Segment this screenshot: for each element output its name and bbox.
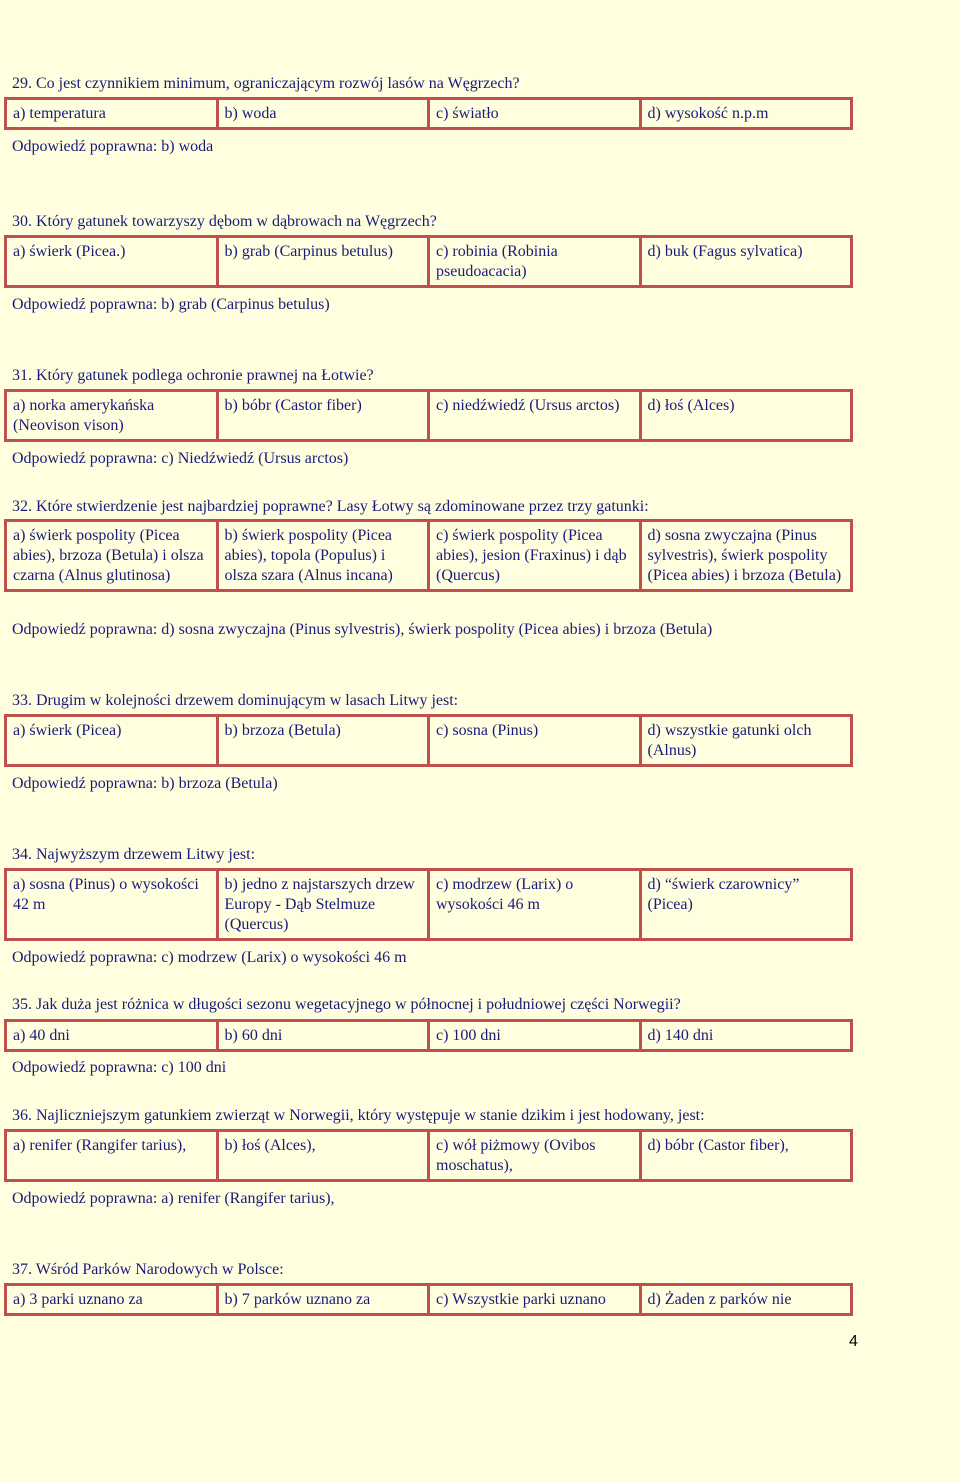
option-c: c) niedźwiedź (Ursus arctos) — [429, 391, 641, 441]
option-b: b) jedno z najstarszych drzew Europy - Dąb Stelmuze (Quercus) — [217, 870, 429, 940]
question-30: 30. Który gatunek towarzyszy dębom w dąbrowach na Węgrzech? — [12, 213, 437, 230]
option-d: d) wysokość n.p.m — [640, 99, 852, 129]
option-a: a) 3 parki uznano za — [6, 1285, 218, 1315]
answer-30: Odpowiedź poprawna: b) grab (Carpinus betulus) — [12, 296, 330, 313]
options-table-34 — [4, 868, 853, 941]
options-table-30 — [4, 235, 853, 288]
option-a: a) świerk (Picea) — [6, 716, 218, 766]
answer-34: Odpowiedź poprawna: c) modrzew (Larix) o wysokości 46 m — [12, 949, 407, 966]
question-36: 36. Najliczniejszym gatunkiem zwierząt w Norwegii, który występuje w stanie dzikim i jest hodowany, jest: — [12, 1107, 705, 1124]
answer-35: Odpowiedź poprawna: c) 100 dni — [12, 1059, 227, 1076]
answer-33: Odpowiedź poprawna: b) brzoza (Betula) — [12, 775, 278, 792]
question-34: 34. Najwyższym drzewem Litwy jest: — [12, 846, 256, 863]
options-table-32 — [4, 519, 853, 592]
question-33: 33. Drugim w kolejności drzewem dominującym w lasach Litwy jest: — [12, 692, 459, 709]
option-d: d) 140 dni — [640, 1021, 852, 1051]
option-d: d) “świerk czarownicy” (Picea) — [640, 870, 852, 940]
option-b: b) bóbr (Castor fiber) — [217, 391, 429, 441]
option-d: d) wszystkie gatunki olch (Alnus) — [640, 716, 852, 766]
option-b: b) 7 parków uznano za — [217, 1285, 429, 1315]
option-c: c) światło — [429, 99, 641, 129]
question-29: 29. Co jest czynnikiem minimum, ograniczającym rozwój lasów na Węgrzech? — [12, 75, 520, 92]
options-table-36 — [4, 1129, 853, 1182]
question-35: 35. Jak duża jest różnica w długości sezonu wegetacyjnego w północnej i południowej części Norwegii? — [12, 996, 681, 1013]
option-c: c) Wszystkie parki uznano — [429, 1285, 641, 1315]
option-b: b) woda — [217, 99, 429, 129]
answer-29: Odpowiedź poprawna: b) woda — [12, 138, 214, 155]
option-c: c) robinia (Robinia pseudoacacia) — [429, 237, 641, 287]
options-table-31 — [4, 389, 853, 442]
question-32: 32. Które stwierdzenie jest najbardziej poprawne? Lasy Łotwy są zdominowane przez trzy gatunki: — [12, 498, 649, 515]
option-a: a) świerk (Picea.) — [6, 237, 218, 287]
option-d: d) bóbr (Castor fiber), — [640, 1131, 852, 1181]
question-31: 31. Który gatunek podlega ochronie prawnej na Łotwie? — [12, 367, 374, 384]
option-d: d) Żaden z parków nie — [640, 1285, 852, 1315]
answer-36: Odpowiedź poprawna: a) renifer (Rangifer tarius), — [12, 1190, 335, 1207]
option-a: a) świerk pospolity (Picea abies), brzoza (Betula) i olsza czarna (Alnus glutinosa) — [6, 521, 218, 591]
option-c: c) wół piżmowy (Ovibos moschatus), — [429, 1131, 641, 1181]
option-b: b) brzoza (Betula) — [217, 716, 429, 766]
option-a: a) norka amerykańska (Neovison vison) — [6, 391, 218, 441]
option-c: c) świerk pospolity (Picea abies), jesion (Fraxinus) i dąb (Quercus) — [429, 521, 641, 591]
option-d: d) buk (Fagus sylvatica) — [640, 237, 852, 287]
option-c: c) sosna (Pinus) — [429, 716, 641, 766]
option-d: d) sosna zwyczajna (Pinus sylvestris), świerk pospolity (Picea abies) i brzoza (Betula) — [640, 521, 852, 591]
option-a: a) 40 dni — [6, 1021, 218, 1051]
option-b: b) łoś (Alces), — [217, 1131, 429, 1181]
option-a: a) sosna (Pinus) o wysokości 42 m — [6, 870, 218, 940]
option-d: d) łoś (Alces) — [640, 391, 852, 441]
answer-31: Odpowiedź poprawna: c) Niedźwiedź (Ursus arctos) — [12, 450, 349, 467]
options-table-35 — [4, 1019, 853, 1052]
answer-32: Odpowiedź poprawna: d) sosna zwyczajna (Pinus sylvestris), świerk pospolity (Picea abies) i brzoza (Betula) — [12, 621, 713, 638]
option-b: b) świerk pospolity (Picea abies), topola (Populus) i olsza szara (Alnus incana) — [217, 521, 429, 591]
option-b: b) grab (Carpinus betulus) — [217, 237, 429, 287]
question-37: 37. Wśród Parków Narodowych w Polsce: — [12, 1261, 284, 1278]
options-table-33 — [4, 714, 853, 767]
option-a: a) temperatura — [6, 99, 218, 129]
options-table-29 — [4, 97, 853, 130]
option-c: c) modrzew (Larix) o wysokości 46 m — [429, 870, 641, 940]
option-c: c) 100 dni — [429, 1021, 641, 1051]
options-table-37 — [4, 1283, 853, 1316]
page-number: 4 — [849, 1333, 858, 1350]
option-a: a) renifer (Rangifer tarius), — [6, 1131, 218, 1181]
option-b: b) 60 dni — [217, 1021, 429, 1051]
